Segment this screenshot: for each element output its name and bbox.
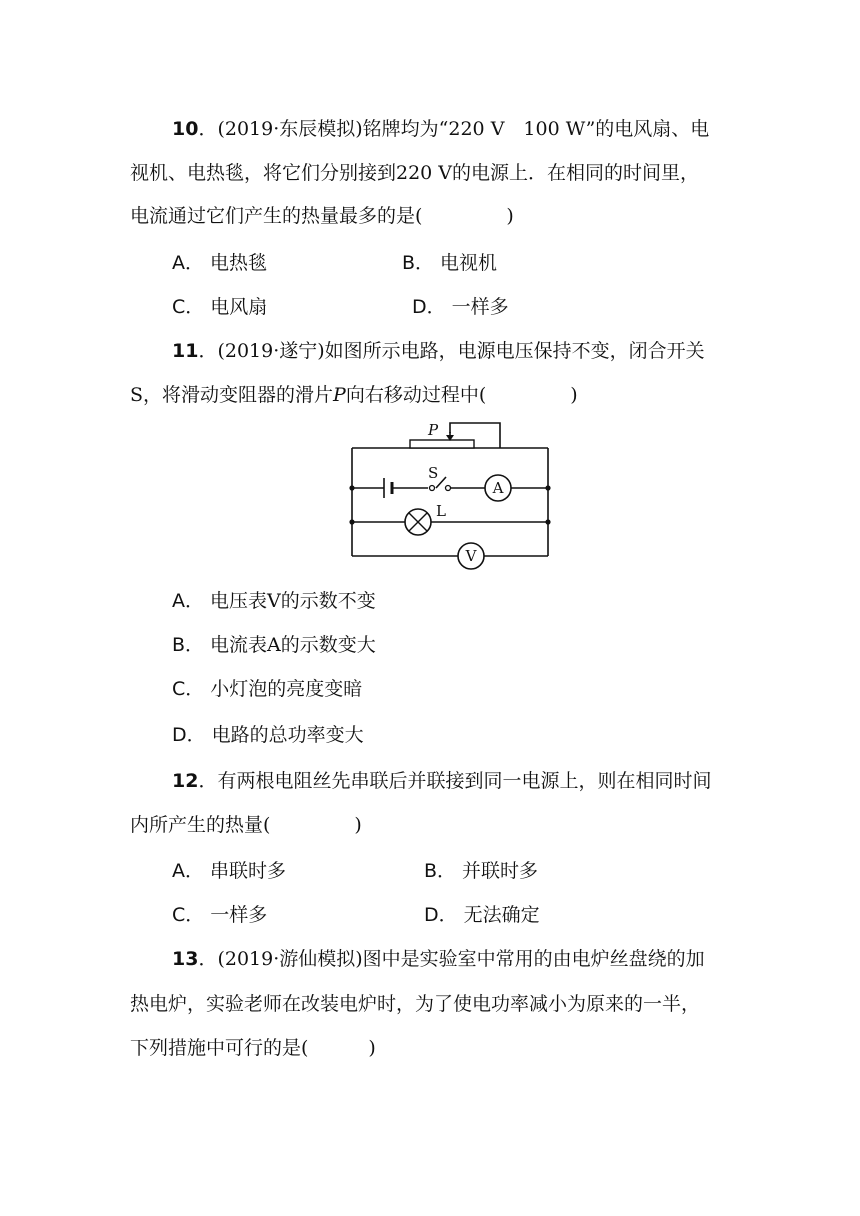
q10-line-1: 10．(2019·东辰模拟)铭牌均为“220 V 100 W”的电风扇、电 xyxy=(172,118,710,140)
q10-line-2: 视机、电热毯，将它们分别接到220 V的电源上．在相同的时间里， xyxy=(130,162,700,184)
q13-line-3: 下列措施中可行的是( ) xyxy=(130,1037,376,1059)
q10-number: 10 xyxy=(172,118,199,140)
q10-option-c: C． 电风扇 xyxy=(172,296,268,318)
q11-line-2: S，将滑动变阻器的滑片P向右移动过程中( ) xyxy=(130,384,578,406)
lamp-icon xyxy=(405,509,431,535)
q13-line-2: 热电炉，实验老师在改装电炉时，为了使电功率减小为原来的一半， xyxy=(130,993,701,1015)
q12-option-a: A． 串联时多 xyxy=(172,860,287,882)
q11-option-a: A． 电压表V的示数不变 xyxy=(172,590,376,612)
rheostat-icon xyxy=(410,440,474,448)
q12-line-2: 内所产生的热量( ) xyxy=(130,814,362,836)
q12-option-c: C． 一样多 xyxy=(172,904,268,926)
q10-line-3: 电流通过它们产生的热量最多的是( ) xyxy=(130,205,514,227)
circuit-diagram xyxy=(340,418,560,578)
lamp-label: L xyxy=(436,502,446,520)
q11-option-b: B． 电流表A的示数变大 xyxy=(172,634,376,656)
q11-number: 11 xyxy=(172,340,199,362)
voltmeter-label: V xyxy=(465,547,477,565)
q12-number: 12 xyxy=(172,770,199,792)
q10-option-b: B． 电视机 xyxy=(402,252,498,274)
q13-line-1: 13．(2019·游仙模拟)图中是实验室中常用的由电炉丝盘绕的加 xyxy=(172,948,705,970)
q12-line-1: 12．有两根电阻丝先串联后并联接到同一电源上，则在相同时间 xyxy=(172,770,712,792)
ammeter-label: A xyxy=(492,479,504,497)
q13-number: 13 xyxy=(172,948,199,970)
switch-label: S xyxy=(428,464,439,482)
battery-icon xyxy=(384,478,392,498)
switch-icon xyxy=(430,486,451,491)
q11-option-c: C． 小灯泡的亮度变暗 xyxy=(172,678,363,700)
slider-label: P xyxy=(428,421,439,439)
q12-option-d: D． 无法确定 xyxy=(424,904,540,926)
q10-option-d: D． 一样多 xyxy=(412,296,509,318)
q12-option-b: B． 并联时多 xyxy=(424,860,539,882)
q11-option-d: D． 电路的总功率变大 xyxy=(172,724,364,746)
q11-line-1: 11．(2019·遂宁)如图所示电路，电源电压保持不变，闭合开关 xyxy=(172,340,705,362)
q10-option-a: A． 电热毯 xyxy=(172,252,268,274)
